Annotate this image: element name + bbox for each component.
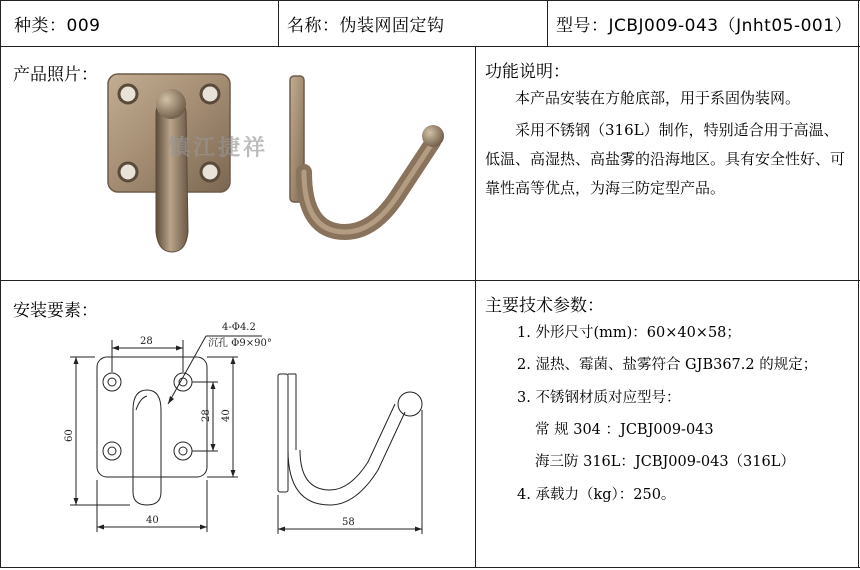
model-text: 型号：JCBJ009-043（Jnht05-001） bbox=[556, 15, 853, 36]
side-hook-outer bbox=[288, 412, 405, 505]
dim-outer-v-label: 40 bbox=[221, 409, 232, 422]
dim-inner-v-label: 28 bbox=[201, 409, 212, 422]
install-title: 安装要素： bbox=[13, 301, 98, 321]
hole-spec-1: 4-Φ4.2 bbox=[222, 322, 256, 333]
border-bottom bbox=[0, 567, 860, 568]
tech-item-1: 1. 外形尺寸(mm)：60×40×58； bbox=[517, 325, 741, 341]
row-divider-middle bbox=[0, 280, 860, 281]
dim-left-label: 60 bbox=[64, 429, 75, 442]
category-text: 种类：009 bbox=[14, 15, 101, 36]
border-right bbox=[858, 0, 859, 568]
tech-item-3a: 常 规 304 ：JCBJ009-043 bbox=[535, 422, 714, 438]
front-view-hook bbox=[108, 74, 230, 252]
tech-item-4: 4. 承载力（kg）：250。 bbox=[517, 487, 676, 503]
column-divider bbox=[475, 46, 476, 568]
row-divider-header bbox=[0, 46, 860, 47]
side-hook-inner bbox=[300, 404, 395, 490]
tech-item-3b: 海三防 316L：JCBJ009-043（316L） bbox=[535, 454, 795, 470]
dim-top-label: 28 bbox=[140, 336, 153, 347]
name-cell bbox=[287, 0, 445, 46]
front-plate-outline bbox=[97, 357, 207, 477]
hole-spec-2: 沉孔 Φ9×90° bbox=[208, 338, 272, 349]
function-paragraph-2: 采用不锈钢（316L）制作，特别适合用于高温、低温、高湿热、高盐雾的沿海地区。具有安全性好、可靠性高等优点，为海三防定型产品。 bbox=[485, 121, 846, 197]
dim-side-label: 58 bbox=[342, 517, 355, 528]
tech-title: 主要技术参数： bbox=[485, 296, 604, 316]
side-view-hook bbox=[290, 76, 444, 232]
install-drawing bbox=[0, 300, 475, 565]
product-photo bbox=[100, 62, 460, 262]
name-text: 名称：伪装网固定钩 bbox=[287, 15, 445, 36]
side-plate-outline bbox=[278, 374, 288, 492]
photo-title: 产品照片： bbox=[13, 65, 98, 85]
dim-bottom-label: 40 bbox=[146, 515, 159, 526]
header-divider-1 bbox=[278, 0, 279, 46]
model-cell bbox=[556, 0, 852, 46]
header-divider-2 bbox=[547, 0, 548, 46]
function-paragraph-1: 本产品安装在方舱底部，用于系固伪装网。 bbox=[515, 89, 801, 107]
watermark-logo: 镇江捷祥 bbox=[168, 136, 269, 161]
category-cell bbox=[14, 0, 100, 46]
function-title: 功能说明： bbox=[485, 62, 570, 82]
tech-item-3: 3. 不锈钢材质对应型号： bbox=[517, 390, 681, 406]
tech-item-2: 2. 湿热、霉菌、盐雾符合 GJB367.2 的规定； bbox=[517, 357, 818, 373]
